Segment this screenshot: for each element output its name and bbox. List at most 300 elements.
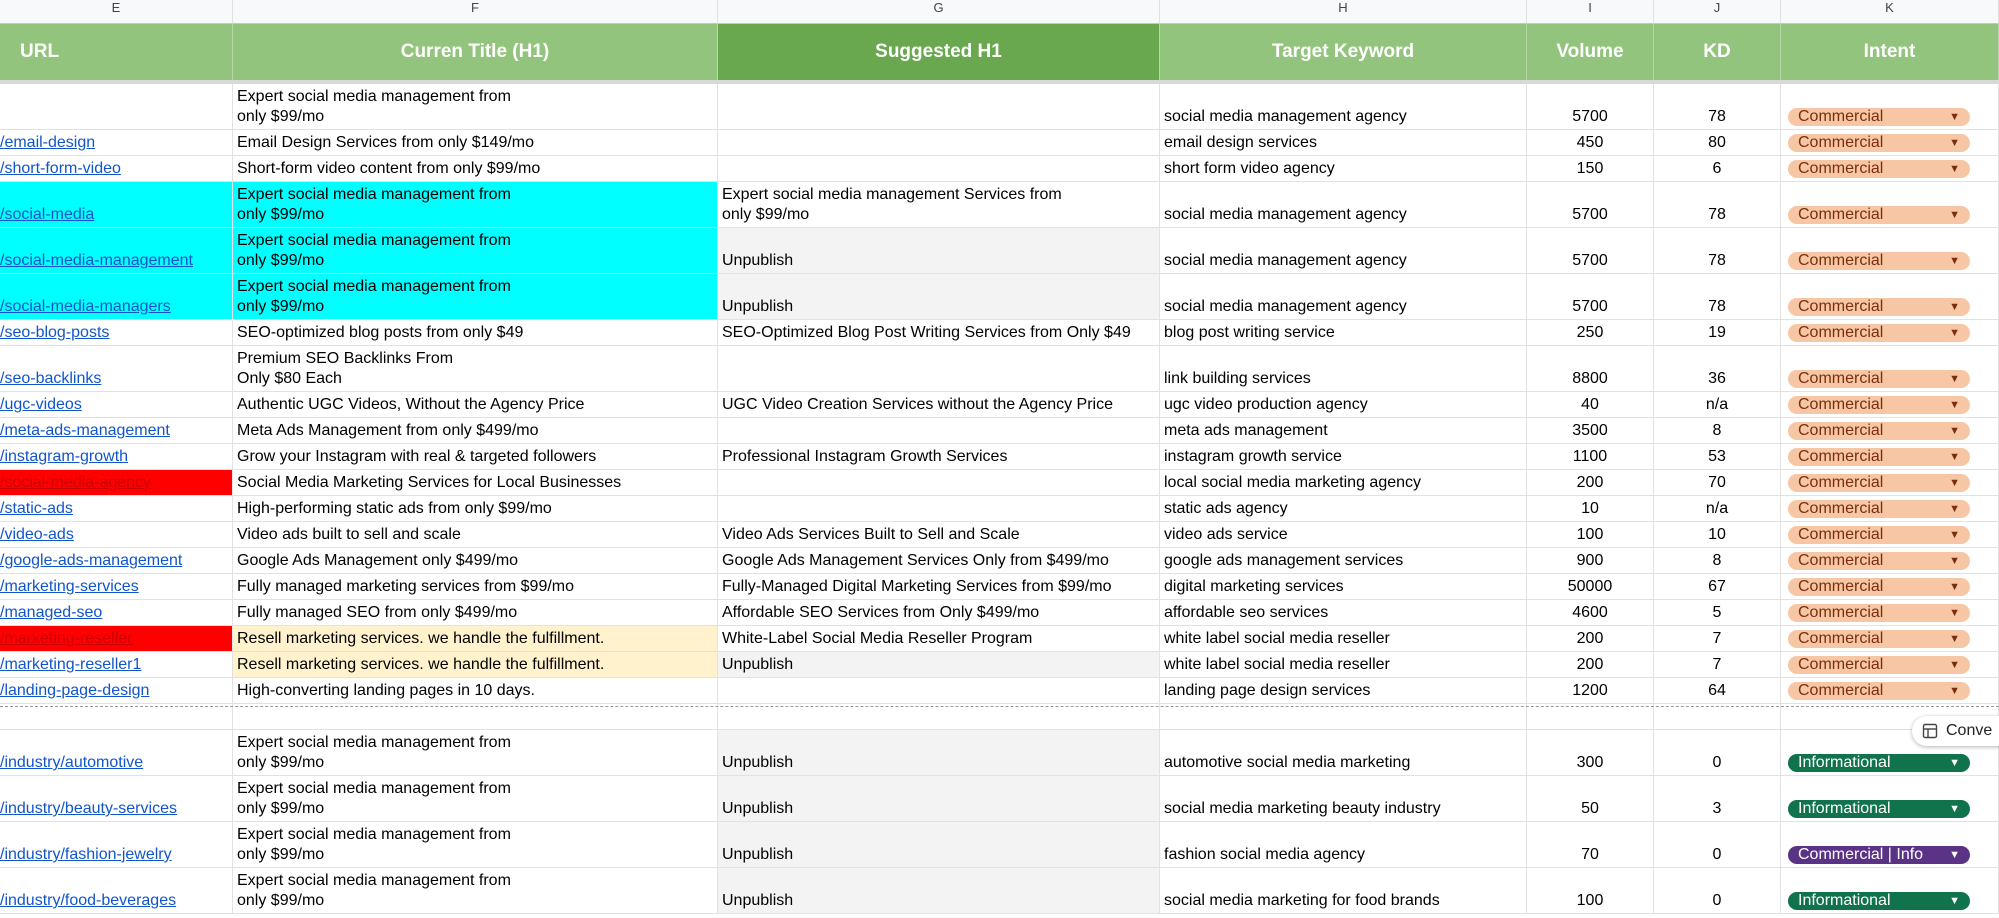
current-title-line: Fully managed marketing services from $99/mo <box>237 578 575 595</box>
suggested-h1-cell[interactable] <box>718 444 1160 470</box>
intent-cell[interactable] <box>1781 868 1999 914</box>
current-title-cell[interactable] <box>233 822 718 868</box>
suggested-h1-cell[interactable] <box>718 822 1160 868</box>
suggested-h1-line: Unpublish <box>722 892 794 909</box>
intent-label: Commercial <box>1798 630 1884 647</box>
current-title-cell[interactable] <box>233 652 718 678</box>
intent-dropdown[interactable] <box>1788 206 1970 224</box>
current-title-cell[interactable] <box>233 704 718 730</box>
intent-dropdown[interactable] <box>1788 846 1970 864</box>
volume-cell[interactable] <box>1527 522 1654 548</box>
intent-cell[interactable] <box>1781 84 1999 130</box>
intent-cell[interactable] <box>1781 678 1999 704</box>
chevron-down-icon[interactable]: ▼ <box>1949 529 1960 541</box>
current-title-line: Premium SEO Backlinks From <box>237 350 454 367</box>
target-keyword-text: ugc video production agency <box>1164 396 1368 413</box>
intent-label: Commercial <box>1798 474 1884 491</box>
target-keyword-cell[interactable] <box>1160 600 1527 626</box>
volume-cell[interactable] <box>1527 156 1654 182</box>
url-cell[interactable] <box>0 444 233 470</box>
intent-cell[interactable] <box>1781 652 1999 678</box>
url-cell[interactable] <box>0 704 233 730</box>
chevron-down-icon[interactable]: ▼ <box>1949 163 1960 175</box>
target-keyword-text: social media management agency <box>1164 252 1407 269</box>
url-link[interactable]: /marketing-reseller1 <box>0 656 142 673</box>
suggested-h1-cell[interactable] <box>718 678 1160 704</box>
url-link[interactable]: /email-design <box>0 134 96 151</box>
current-title-cell[interactable] <box>233 444 718 470</box>
intent-dropdown[interactable] <box>1788 892 1970 910</box>
suggested-h1-cell[interactable] <box>718 470 1160 496</box>
target-keyword-cell[interactable] <box>1160 444 1527 470</box>
chevron-down-icon[interactable]: ▼ <box>1949 803 1960 815</box>
intent-dropdown[interactable] <box>1788 800 1970 818</box>
chevron-down-icon[interactable]: ▼ <box>1949 659 1960 671</box>
url-link[interactable]: /industry/food-beverages <box>0 892 177 909</box>
suggested-h1-line: only $99/mo <box>722 206 810 223</box>
url-cell[interactable] <box>0 822 233 868</box>
intent-dropdown[interactable] <box>1788 160 1970 178</box>
url-link[interactable]: /industry/fashion-jewelry <box>0 846 172 863</box>
intent-cell[interactable] <box>1781 346 1999 392</box>
target-keyword-cell[interactable] <box>1160 320 1527 346</box>
table-row <box>0 346 1999 392</box>
chevron-down-icon[interactable]: ▼ <box>1949 757 1960 769</box>
url-cell[interactable] <box>0 470 233 496</box>
table-row <box>0 228 1999 274</box>
intent-label: Commercial <box>1798 422 1884 439</box>
current-title-cell[interactable] <box>233 346 718 392</box>
kd-cell[interactable] <box>1654 228 1781 274</box>
chevron-down-icon[interactable]: ▼ <box>1949 477 1960 489</box>
intent-cell[interactable] <box>1781 392 1999 418</box>
kd-value: 0 <box>1712 754 1722 771</box>
target-keyword-cell[interactable] <box>1160 776 1527 822</box>
current-title-cell[interactable] <box>233 130 718 156</box>
chevron-down-icon[interactable]: ▼ <box>1949 849 1960 861</box>
url-cell[interactable] <box>0 776 233 822</box>
url-cell[interactable] <box>0 868 233 914</box>
intent-label: Commercial <box>1798 604 1884 621</box>
volume-cell[interactable] <box>1527 470 1654 496</box>
url-link[interactable]: /marketing-reseller <box>0 630 133 647</box>
intent-label: Commercial <box>1798 252 1884 269</box>
volume-value: 5700 <box>1572 252 1608 269</box>
chevron-down-icon[interactable]: ▼ <box>1949 633 1960 645</box>
intent-dropdown[interactable] <box>1788 474 1970 492</box>
header-suggested-h1[interactable]: Suggested H1 <box>718 24 1160 80</box>
current-title-cell[interactable] <box>233 626 718 652</box>
suggested-h1-cell[interactable] <box>718 182 1160 228</box>
intent-dropdown[interactable] <box>1788 630 1970 648</box>
kd-value: 78 <box>1708 298 1726 315</box>
column-letter-g[interactable]: G <box>718 0 1160 24</box>
volume-cell[interactable] <box>1527 182 1654 228</box>
intent-cell[interactable] <box>1781 548 1999 574</box>
target-keyword-cell[interactable] <box>1160 626 1527 652</box>
suggested-h1-cell[interactable] <box>718 548 1160 574</box>
target-keyword-cell[interactable] <box>1160 228 1527 274</box>
volume-cell[interactable] <box>1527 392 1654 418</box>
intent-dropdown[interactable] <box>1788 422 1970 440</box>
kd-cell[interactable] <box>1654 522 1781 548</box>
url-link[interactable]: /short-form-video <box>0 160 121 177</box>
target-keyword-cell[interactable] <box>1160 156 1527 182</box>
url-cell[interactable] <box>0 678 233 704</box>
intent-dropdown[interactable] <box>1788 500 1970 518</box>
intent-cell[interactable] <box>1781 418 1999 444</box>
intent-dropdown[interactable] <box>1788 448 1970 466</box>
kd-cell[interactable] <box>1654 84 1781 130</box>
column-letter-i[interactable]: I <box>1527 0 1654 24</box>
volume-cell[interactable] <box>1527 574 1654 600</box>
current-title-cell[interactable] <box>233 156 718 182</box>
kd-cell[interactable] <box>1654 496 1781 522</box>
chevron-down-icon[interactable]: ▼ <box>1949 685 1960 697</box>
suggested-h1-cell[interactable] <box>718 418 1160 444</box>
kd-cell[interactable] <box>1654 182 1781 228</box>
current-title-cell[interactable] <box>233 274 718 320</box>
kd-cell[interactable] <box>1654 776 1781 822</box>
header-url[interactable]: URL <box>0 24 233 80</box>
target-keyword-cell[interactable] <box>1160 84 1527 130</box>
suggested-h1-cell[interactable] <box>718 626 1160 652</box>
current-title-cell[interactable] <box>233 470 718 496</box>
kd-cell[interactable] <box>1654 346 1781 392</box>
volume-cell[interactable] <box>1527 776 1654 822</box>
intent-cell[interactable] <box>1781 574 1999 600</box>
suggested-h1-cell[interactable] <box>718 652 1160 678</box>
url-link[interactable]: /marketing-services <box>0 578 139 595</box>
volume-cell[interactable] <box>1527 704 1654 730</box>
suggested-h1-cell[interactable] <box>718 392 1160 418</box>
suggested-h1-cell[interactable] <box>718 776 1160 822</box>
volume-value: 200 <box>1576 474 1604 491</box>
suggested-h1-cell[interactable] <box>718 522 1160 548</box>
volume-cell[interactable] <box>1527 228 1654 274</box>
chevron-down-icon[interactable]: ▼ <box>1949 301 1960 313</box>
chevron-down-icon[interactable]: ▼ <box>1949 327 1960 339</box>
kd-cell[interactable] <box>1654 548 1781 574</box>
current-title-cell[interactable] <box>233 600 718 626</box>
url-cell[interactable] <box>0 228 233 274</box>
volume-cell[interactable] <box>1527 346 1654 392</box>
intent-dropdown[interactable] <box>1788 578 1970 596</box>
url-cell[interactable] <box>0 522 233 548</box>
current-title-line: only $99/mo <box>237 206 325 223</box>
url-link[interactable]: /seo-blog-posts <box>0 324 110 341</box>
intent-dropdown[interactable] <box>1788 552 1970 570</box>
url-cell[interactable] <box>0 182 233 228</box>
url-cell[interactable] <box>0 84 233 130</box>
header-volume[interactable]: Volume <box>1527 24 1654 80</box>
target-keyword-cell[interactable] <box>1160 678 1527 704</box>
target-keyword-cell[interactable] <box>1160 704 1527 730</box>
intent-dropdown[interactable] <box>1788 526 1970 544</box>
current-title-cell[interactable] <box>233 730 718 776</box>
url-link[interactable]: /landing-page-design <box>0 682 150 699</box>
intent-cell[interactable] <box>1781 626 1999 652</box>
volume-value: 70 <box>1581 846 1599 863</box>
volume-cell[interactable] <box>1527 730 1654 776</box>
current-title-cell[interactable] <box>233 868 718 914</box>
target-keyword-cell[interactable] <box>1160 868 1527 914</box>
intent-dropdown[interactable] <box>1788 754 1970 772</box>
intent-cell[interactable] <box>1781 182 1999 228</box>
suggested-h1-line: UGC Video Creation Services without the Agency Price <box>722 396 1114 413</box>
current-title-cell[interactable] <box>233 496 718 522</box>
url-cell[interactable] <box>0 730 233 776</box>
url-link[interactable]: /managed-seo <box>0 604 103 621</box>
intent-dropdown[interactable] <box>1788 324 1970 342</box>
column-letter-h[interactable]: H <box>1160 0 1527 24</box>
target-keyword-cell[interactable] <box>1160 130 1527 156</box>
current-title-line: only $99/mo <box>237 754 325 771</box>
volume-cell[interactable] <box>1527 678 1654 704</box>
url-link[interactable]: /industry/automotive <box>0 754 144 771</box>
intent-cell[interactable] <box>1781 470 1999 496</box>
target-keyword-text: static ads agency <box>1164 500 1288 517</box>
current-title-cell[interactable] <box>233 522 718 548</box>
kd-cell[interactable] <box>1654 678 1781 704</box>
volume-cell[interactable] <box>1527 444 1654 470</box>
current-title-cell[interactable] <box>233 776 718 822</box>
kd-value: 78 <box>1708 108 1726 125</box>
suggested-h1-cell[interactable] <box>718 730 1160 776</box>
target-keyword-cell[interactable] <box>1160 522 1527 548</box>
chevron-down-icon[interactable]: ▼ <box>1949 581 1960 593</box>
kd-value: 7 <box>1712 630 1722 647</box>
current-title-cell[interactable] <box>233 574 718 600</box>
current-title-line: Fully managed SEO from only $499/mo <box>237 604 518 621</box>
url-cell[interactable] <box>0 652 233 678</box>
url-link[interactable]: /seo-backlinks <box>0 370 102 387</box>
current-title-cell[interactable] <box>233 548 718 574</box>
chevron-down-icon[interactable]: ▼ <box>1949 399 1960 411</box>
volume-cell[interactable] <box>1527 84 1654 130</box>
kd-cell[interactable] <box>1654 320 1781 346</box>
target-keyword-cell[interactable] <box>1160 392 1527 418</box>
intent-cell[interactable] <box>1781 822 1999 868</box>
intent-cell[interactable] <box>1781 776 1999 822</box>
suggested-h1-line: Unpublish <box>722 252 794 269</box>
kd-cell[interactable] <box>1654 274 1781 320</box>
volume-cell[interactable] <box>1527 822 1654 868</box>
volume-cell[interactable] <box>1527 496 1654 522</box>
kd-cell[interactable] <box>1654 626 1781 652</box>
volume-cell[interactable] <box>1527 130 1654 156</box>
convert-chip[interactable] <box>1912 716 1999 746</box>
volume-value: 5700 <box>1572 298 1608 315</box>
kd-cell[interactable] <box>1654 156 1781 182</box>
header-target-keyword[interactable]: Target Keyword <box>1160 24 1527 80</box>
column-letter-j[interactable]: J <box>1654 0 1781 24</box>
kd-value: n/a <box>1705 396 1729 413</box>
current-title-cell[interactable] <box>233 182 718 228</box>
chevron-down-icon[interactable]: ▼ <box>1949 255 1960 267</box>
intent-dropdown[interactable] <box>1788 108 1970 126</box>
current-title-cell[interactable] <box>233 392 718 418</box>
chevron-down-icon[interactable]: ▼ <box>1949 137 1960 149</box>
suggested-h1-cell[interactable] <box>718 346 1160 392</box>
table-row <box>0 320 1999 346</box>
chevron-down-icon[interactable]: ▼ <box>1949 607 1960 619</box>
chevron-down-icon[interactable]: ▼ <box>1949 111 1960 123</box>
url-link[interactable]: /social-media-managers <box>0 298 171 315</box>
kd-cell[interactable] <box>1654 730 1781 776</box>
current-title-cell[interactable] <box>233 320 718 346</box>
chevron-down-icon[interactable]: ▼ <box>1949 503 1960 515</box>
url-cell[interactable] <box>0 392 233 418</box>
intent-label: Commercial <box>1798 656 1884 673</box>
suggested-h1-cell[interactable] <box>718 600 1160 626</box>
kd-cell[interactable] <box>1654 130 1781 156</box>
intent-cell[interactable] <box>1781 130 1999 156</box>
intent-cell[interactable] <box>1781 228 1999 274</box>
url-cell[interactable] <box>0 156 233 182</box>
chevron-down-icon[interactable]: ▼ <box>1949 425 1960 437</box>
target-keyword-cell[interactable] <box>1160 496 1527 522</box>
intent-cell[interactable] <box>1781 600 1999 626</box>
target-keyword-text: instagram growth service <box>1164 448 1342 465</box>
intent-cell[interactable] <box>1781 156 1999 182</box>
kd-cell[interactable] <box>1654 418 1781 444</box>
url-link[interactable]: /social-media-management <box>0 252 193 269</box>
kd-cell[interactable] <box>1654 652 1781 678</box>
kd-cell[interactable] <box>1654 600 1781 626</box>
kd-cell[interactable] <box>1654 574 1781 600</box>
column-letter-f[interactable]: F <box>233 0 718 24</box>
volume-cell[interactable] <box>1527 418 1654 444</box>
intent-dropdown[interactable] <box>1788 252 1970 270</box>
suggested-h1-cell[interactable] <box>718 574 1160 600</box>
url-cell[interactable] <box>0 496 233 522</box>
chevron-down-icon[interactable]: ▼ <box>1949 555 1960 567</box>
volume-cell[interactable] <box>1527 600 1654 626</box>
url-cell[interactable] <box>0 626 233 652</box>
intent-cell[interactable] <box>1781 274 1999 320</box>
url-link[interactable]: /ugc-videos <box>0 396 82 413</box>
chevron-down-icon[interactable]: ▼ <box>1949 209 1960 221</box>
intent-dropdown[interactable] <box>1788 656 1970 674</box>
url-link[interactable]: /social-media-agency <box>0 474 152 491</box>
target-keyword-text: social media management agency <box>1164 108 1407 125</box>
kd-cell[interactable] <box>1654 868 1781 914</box>
table-row <box>0 574 1999 600</box>
chevron-down-icon[interactable]: ▼ <box>1949 451 1960 463</box>
suggested-h1-cell[interactable] <box>718 130 1160 156</box>
header-intent[interactable]: Intent <box>1781 24 1999 80</box>
url-link[interactable]: /instagram-growth <box>0 448 129 465</box>
suggested-h1-cell[interactable] <box>718 320 1160 346</box>
intent-cell[interactable] <box>1781 496 1999 522</box>
target-keyword-cell[interactable] <box>1160 470 1527 496</box>
volume-cell[interactable] <box>1527 868 1654 914</box>
kd-cell[interactable] <box>1654 470 1781 496</box>
url-link[interactable]: /meta-ads-management <box>0 422 170 439</box>
intent-dropdown[interactable] <box>1788 682 1970 700</box>
target-keyword-cell[interactable] <box>1160 574 1527 600</box>
suggested-h1-cell[interactable] <box>718 84 1160 130</box>
suggested-h1-cell[interactable] <box>718 156 1160 182</box>
kd-cell[interactable] <box>1654 704 1781 730</box>
current-title-line: Email Design Services from only $149/mo <box>237 134 535 151</box>
url-link[interactable]: /industry/beauty-services <box>0 800 177 817</box>
current-title-cell[interactable] <box>233 228 718 274</box>
url-cell[interactable] <box>0 130 233 156</box>
header-kd[interactable]: KD <box>1654 24 1781 80</box>
url-cell[interactable] <box>0 274 233 320</box>
url-cell[interactable] <box>0 574 233 600</box>
table-row <box>0 130 1999 156</box>
volume-cell[interactable] <box>1527 548 1654 574</box>
intent-cell[interactable] <box>1781 444 1999 470</box>
intent-dropdown[interactable] <box>1788 298 1970 316</box>
chevron-down-icon[interactable]: ▼ <box>1949 373 1960 385</box>
current-title-cell[interactable] <box>233 418 718 444</box>
suggested-h1-cell[interactable] <box>718 704 1160 730</box>
current-title-cell[interactable] <box>233 678 718 704</box>
kd-cell[interactable] <box>1654 822 1781 868</box>
target-keyword-text: social media management agency <box>1164 298 1407 315</box>
current-title-cell[interactable] <box>233 84 718 130</box>
intent-dropdown[interactable] <box>1788 370 1970 388</box>
intent-dropdown[interactable] <box>1788 604 1970 622</box>
current-title-line: High-performing static ads from only $99/mo <box>237 500 552 517</box>
target-keyword-cell[interactable] <box>1160 548 1527 574</box>
url-link[interactable]: /video-ads <box>0 526 74 543</box>
table-icon <box>1922 723 1938 739</box>
url-cell[interactable] <box>0 418 233 444</box>
current-title-line: Authentic UGC Videos, Without the Agency Price <box>237 396 585 413</box>
url-cell[interactable] <box>0 320 233 346</box>
volume-cell[interactable] <box>1527 652 1654 678</box>
intent-cell[interactable] <box>1781 522 1999 548</box>
target-keyword-cell[interactable] <box>1160 418 1527 444</box>
suggested-h1-cell[interactable] <box>718 274 1160 320</box>
target-keyword-cell[interactable] <box>1160 182 1527 228</box>
header-current-title[interactable]: Curren Title (H1) <box>233 24 718 80</box>
url-link[interactable]: /static-ads <box>0 500 73 517</box>
intent-cell[interactable] <box>1781 320 1999 346</box>
volume-cell[interactable] <box>1527 320 1654 346</box>
url-link[interactable]: /google-ads-management <box>0 552 183 569</box>
volume-cell[interactable] <box>1527 274 1654 320</box>
column-letter-e[interactable]: E <box>0 0 233 24</box>
volume-cell[interactable] <box>1527 626 1654 652</box>
suggested-h1-cell[interactable] <box>718 496 1160 522</box>
kd-cell[interactable] <box>1654 392 1781 418</box>
chevron-down-icon[interactable]: ▼ <box>1949 895 1960 907</box>
kd-cell[interactable] <box>1654 444 1781 470</box>
current-title-line: High-converting landing pages in 10 days. <box>237 682 535 699</box>
target-keyword-cell[interactable] <box>1160 730 1527 776</box>
intent-dropdown[interactable] <box>1788 134 1970 152</box>
url-link[interactable]: /social-media <box>0 206 95 223</box>
target-keyword-cell[interactable] <box>1160 652 1527 678</box>
target-keyword-cell[interactable] <box>1160 822 1527 868</box>
target-keyword-cell[interactable] <box>1160 346 1527 392</box>
suggested-h1-cell[interactable] <box>718 868 1160 914</box>
url-cell[interactable] <box>0 600 233 626</box>
kd-value: 10 <box>1708 526 1726 543</box>
url-cell[interactable] <box>0 548 233 574</box>
suggested-h1-cell[interactable] <box>718 228 1160 274</box>
intent-dropdown[interactable] <box>1788 396 1970 414</box>
target-keyword-cell[interactable] <box>1160 274 1527 320</box>
url-cell[interactable] <box>0 346 233 392</box>
column-letter-k[interactable]: K <box>1781 0 1999 24</box>
